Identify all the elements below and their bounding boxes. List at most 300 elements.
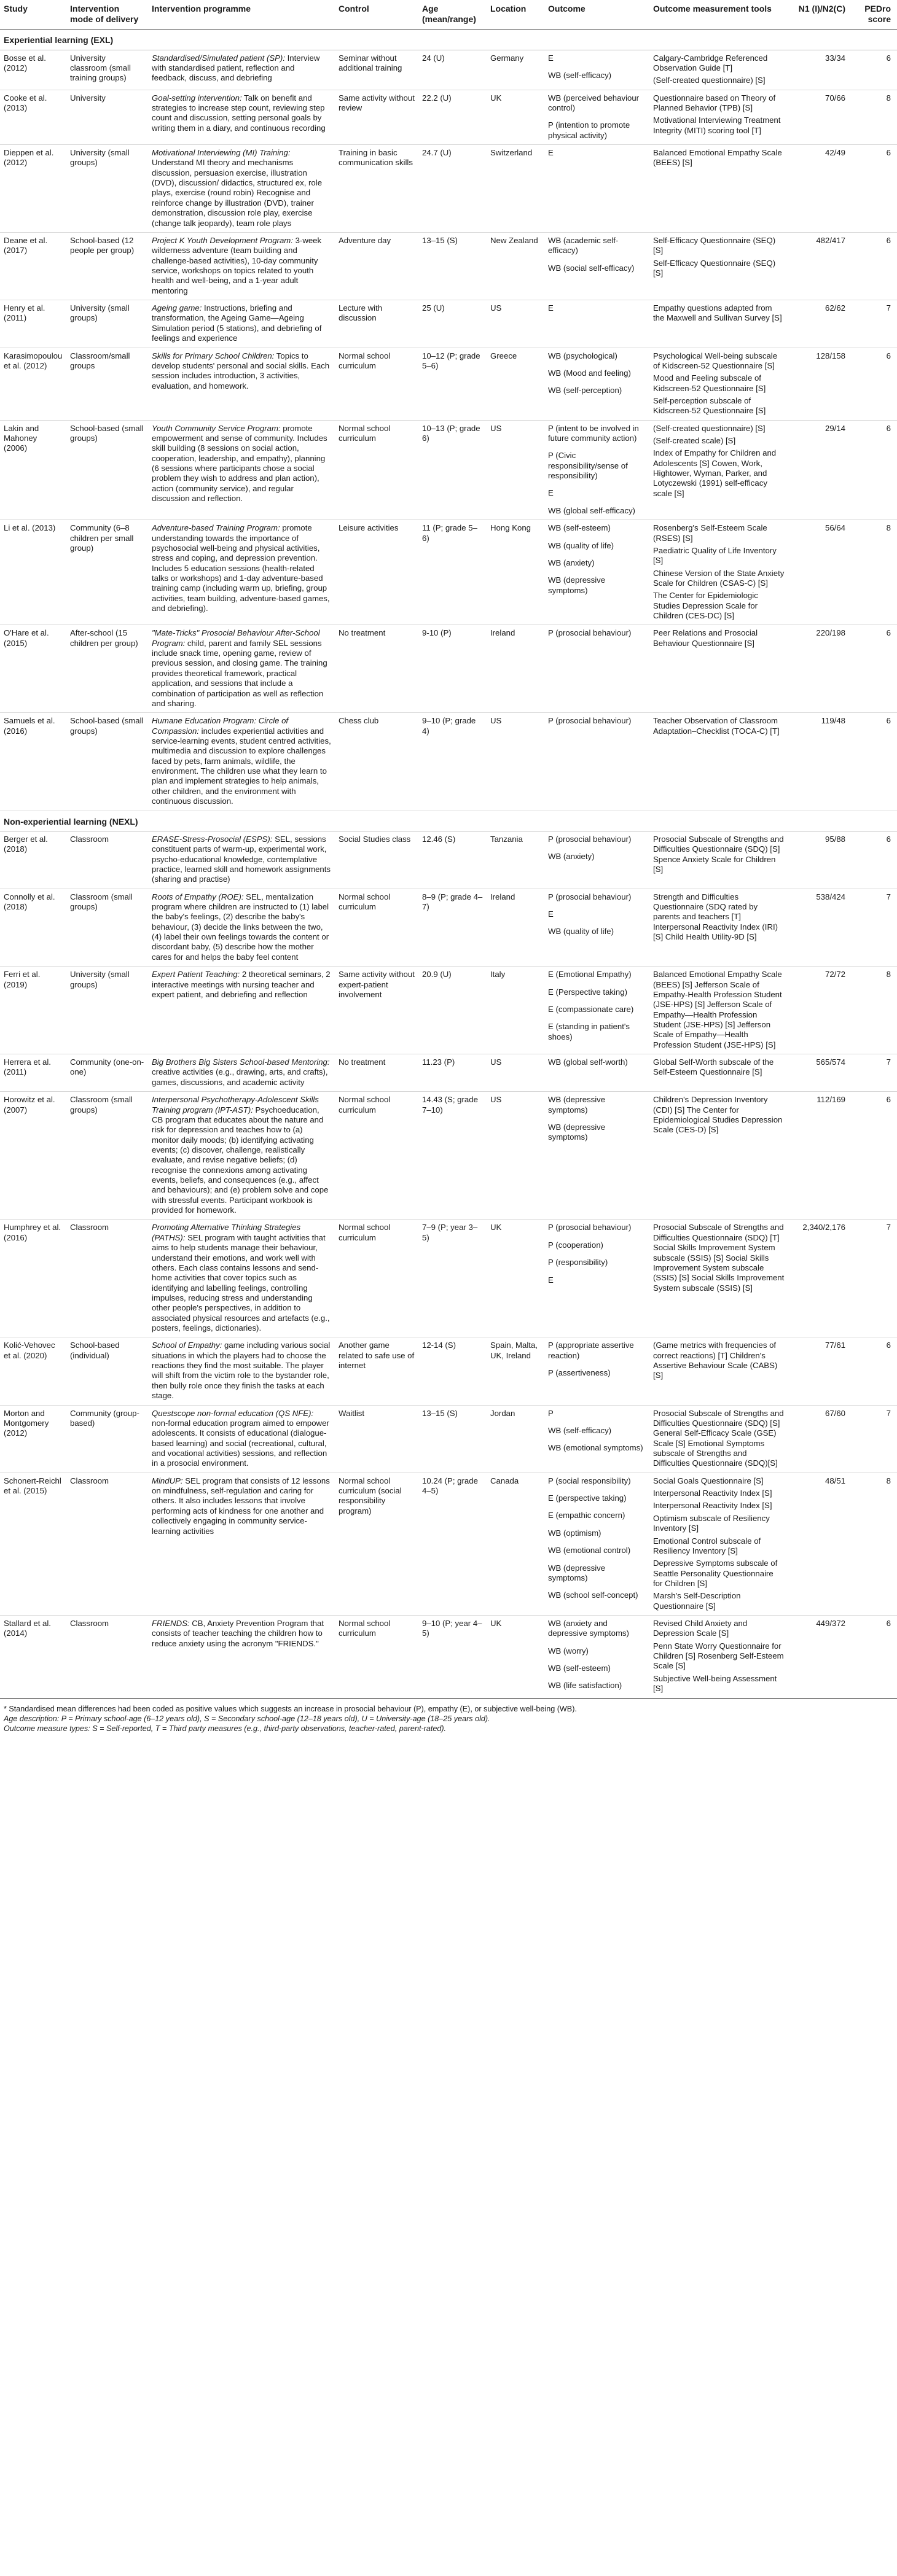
cell-pedro: 8 bbox=[852, 967, 897, 1054]
cell-mode: Community (group-based) bbox=[66, 1405, 148, 1473]
measure-item: Index of Empathy for Children and Adolescents [S] Cowen, Work, Hightower, Wyman, Parker, and Lotyczewski (1991) self-efficacy scale [S] bbox=[653, 448, 777, 498]
programme-title: School of Empathy: bbox=[152, 1341, 222, 1350]
cell-n: 42/49 bbox=[788, 145, 852, 233]
cell-n: 67/60 bbox=[788, 1405, 852, 1473]
cell-study: Lakin and Mahoney (2006) bbox=[0, 420, 66, 520]
cell-location: US bbox=[487, 420, 544, 520]
cell-programme bbox=[148, 1337, 335, 1405]
outcome-item: P (prosocial behaviour) bbox=[548, 892, 632, 901]
cell-mode: Classroom bbox=[66, 1473, 148, 1615]
outcome-item: WB (self-efficacy) bbox=[548, 1425, 612, 1435]
cell-measures bbox=[649, 1337, 788, 1405]
table-footnotes bbox=[0, 1699, 897, 1740]
cell-n: 482/417 bbox=[788, 232, 852, 300]
cell-control: Training in basic communication skills bbox=[335, 145, 418, 233]
measure-item: Self-perception subscale of Kidscreen-52 Questionnaire [S] bbox=[653, 395, 766, 416]
cell-measures bbox=[649, 1616, 788, 1699]
outcome-item: E bbox=[548, 148, 554, 158]
measure-item: Mood and Feeling subscale of Kidscreen-52 Questionnaire [S] bbox=[653, 373, 766, 393]
outcome-item: P (appropriate assertive reaction) bbox=[548, 1341, 634, 1360]
cell-study: Humphrey et al. (2016) bbox=[0, 1220, 66, 1337]
cell-mode: Classroom/small groups bbox=[66, 348, 148, 420]
cell-age: 8–9 (P; grade 4–7) bbox=[418, 889, 487, 967]
header-location: Location bbox=[487, 0, 544, 29]
cell-outcomes bbox=[544, 967, 649, 1054]
cell-outcomes bbox=[544, 625, 649, 713]
cell-mode: Classroom bbox=[66, 1220, 148, 1337]
cell-programme bbox=[148, 420, 335, 520]
table-row bbox=[0, 1054, 897, 1092]
outcome-item: P (intention to promote physical activity) bbox=[548, 120, 630, 140]
cell-measures bbox=[649, 1092, 788, 1220]
programme-title: "Mate-Tricks" Prosocial Behaviour After-School Program: bbox=[152, 628, 320, 648]
cell-mode: University bbox=[66, 90, 148, 144]
header-mode: Intervention mode of delivery bbox=[66, 0, 148, 29]
measure-item: Chinese Version of the State Anxiety Scale for Children (CSAS-C) [S] bbox=[653, 568, 785, 588]
measure-item: Motivational Interviewing Treatment Integrity (MITI) scoring tool [T] bbox=[653, 115, 781, 135]
table-row bbox=[0, 1337, 897, 1405]
outcome-item: WB (emotional control) bbox=[548, 1546, 631, 1555]
programme-title: Expert Patient Teaching: bbox=[152, 970, 240, 979]
cell-study: Connolly et al. (2018) bbox=[0, 889, 66, 967]
cell-location: US bbox=[487, 1092, 544, 1220]
cell-n: 77/61 bbox=[788, 1337, 852, 1405]
cell-location: Tanzania bbox=[487, 831, 544, 889]
cell-n: 33/34 bbox=[788, 50, 852, 90]
measure-item: Empathy questions adapted from the Maxwell and Sullivan Survey [S] bbox=[653, 303, 782, 323]
cell-location: Italy bbox=[487, 967, 544, 1054]
measure-item: Teacher Observation of Classroom Adaptation–Checklist (TOCA-C) [T] bbox=[653, 716, 780, 736]
cell-control: Same activity without expert-patient involvement bbox=[335, 967, 418, 1054]
measure-item: Optimism subscale of Resiliency Inventory [S] bbox=[653, 1513, 770, 1533]
table-header-row bbox=[0, 0, 897, 29]
cell-age: 11 (P; grade 5–6) bbox=[418, 520, 487, 625]
table-row bbox=[0, 1092, 897, 1220]
cell-n: 119/48 bbox=[788, 713, 852, 811]
cell-mode: School-based (small groups) bbox=[66, 420, 148, 520]
table-body bbox=[0, 29, 897, 1698]
cell-pedro: 6 bbox=[852, 145, 897, 233]
cell-control: Adventure day bbox=[335, 232, 418, 300]
footnote-age: Age description: P = Primary school-age (6–12 years old), S = Secondary school-age (12–18 years old), U = University-age (18–25 years old). bbox=[4, 1714, 490, 1723]
cell-pedro: 7 bbox=[852, 889, 897, 967]
cell-study: Cooke et al. (2013) bbox=[0, 90, 66, 144]
cell-n: 95/88 bbox=[788, 831, 852, 889]
outcome-item: WB (anxiety and depressive symptoms) bbox=[548, 1619, 629, 1638]
programme-description: Interview with standardised patient, reflection and feedback, discuss, and debriefing bbox=[152, 53, 320, 83]
cell-control: Normal school curriculum (social responsibility program) bbox=[335, 1473, 418, 1615]
table-row bbox=[0, 625, 897, 713]
cell-control: Normal school curriculum bbox=[335, 1220, 418, 1337]
cell-outcomes bbox=[544, 1220, 649, 1337]
cell-age: 22.2 (U) bbox=[418, 90, 487, 144]
table-row bbox=[0, 831, 897, 889]
measure-item: Children's Depression Inventory (CDI) [S] The Center for Epidemiological Studies Depression Scale (CES-D) [S] bbox=[653, 1095, 783, 1135]
cell-location: UK bbox=[487, 90, 544, 144]
cell-outcomes bbox=[544, 90, 649, 144]
cell-programme bbox=[148, 520, 335, 625]
programme-description: game including various social situations in which the players had to choose the reactions they find the most suitable. The player will shift from the victim role to the bystander role, then bully role once they finish the tasks at each stage. bbox=[152, 1341, 331, 1401]
cell-location: Canada bbox=[487, 1473, 544, 1615]
measure-item: Paediatric Quality of Life Inventory [S] bbox=[653, 545, 777, 566]
cell-measures bbox=[649, 300, 788, 348]
cell-age: 9-10 (P) bbox=[418, 625, 487, 713]
cell-n: 538/424 bbox=[788, 889, 852, 967]
cell-n: 29/14 bbox=[788, 420, 852, 520]
cell-control: No treatment bbox=[335, 1054, 418, 1092]
programme-title: Big Brothers Big Sisters School-based Mentoring: bbox=[152, 1057, 330, 1067]
outcome-item: P (responsibility) bbox=[548, 1258, 608, 1267]
cell-pedro: 6 bbox=[852, 50, 897, 90]
cell-study: Li et al. (2013) bbox=[0, 520, 66, 625]
cell-programme bbox=[148, 1092, 335, 1220]
cell-programme bbox=[148, 90, 335, 144]
programme-title: ERASE-Stress-Prosocial (ESPS): bbox=[152, 834, 273, 844]
outcome-item: WB (quality of life) bbox=[548, 540, 614, 550]
cell-measures bbox=[649, 1405, 788, 1473]
programme-description: Topics to develop students' personal and social skills. Each session includes introduction, 3 activities, evaluation, and homework. bbox=[152, 351, 330, 391]
cell-age: 7–9 (P; year 3–5) bbox=[418, 1220, 487, 1337]
measure-item: Interpersonal Reactivity Index [S] bbox=[653, 1488, 772, 1498]
measure-item: (Self-created questionnaire) [S] bbox=[653, 423, 766, 433]
measure-item: Peer Relations and Prosocial Behaviour Questionnaire [S] bbox=[653, 628, 758, 648]
measure-item: (Self-created scale) [S] bbox=[653, 436, 736, 446]
cell-age: 24.7 (U) bbox=[418, 145, 487, 233]
cell-n: 565/574 bbox=[788, 1054, 852, 1092]
cell-control: Normal school curriculum bbox=[335, 889, 418, 967]
measure-item: Psychological Well-being subscale of Kidscreen-52 Questionnaire [S] bbox=[653, 351, 778, 370]
footnote-smd: * Standardised mean differences had been coded as positive values which suggests an increase in prosocial behaviour (P), empathy (E), or subjective well-being (WB). bbox=[4, 1704, 577, 1713]
outcome-item: P (prosocial behaviour) bbox=[548, 716, 632, 726]
cell-mode: University (small groups) bbox=[66, 145, 148, 233]
cell-outcomes bbox=[544, 889, 649, 967]
cell-age: 10–13 (P; grade 6) bbox=[418, 420, 487, 520]
cell-mode: School-based (individual) bbox=[66, 1337, 148, 1405]
cell-study: Kolić-Vehovec et al. (2020) bbox=[0, 1337, 66, 1405]
cell-pedro: 7 bbox=[852, 1054, 897, 1092]
outcome-item: E bbox=[548, 303, 554, 313]
programme-description: 2 theoretical seminars, 2 interactive meetings with nursing teacher and expert patient, and debriefing and reflection bbox=[152, 970, 331, 999]
cell-n: 70/66 bbox=[788, 90, 852, 144]
outcome-item: WB (quality of life) bbox=[548, 927, 614, 936]
outcome-item: E bbox=[548, 488, 554, 498]
cell-programme bbox=[148, 625, 335, 713]
cell-mode: Classroom (small groups) bbox=[66, 1092, 148, 1220]
cell-mode: Community (6–8 children per small group) bbox=[66, 520, 148, 625]
cell-age: 12.46 (S) bbox=[418, 831, 487, 889]
cell-study: Dieppen et al. (2012) bbox=[0, 145, 66, 233]
outcome-item: E (empathic concern) bbox=[548, 1511, 625, 1520]
cell-location: Germany bbox=[487, 50, 544, 90]
programme-title: Standardised/Simulated patient (SP): bbox=[152, 53, 285, 63]
cell-mode: Classroom bbox=[66, 831, 148, 889]
cell-mode: School-based (12 people per group) bbox=[66, 232, 148, 300]
cell-age: 11.23 (P) bbox=[418, 1054, 487, 1092]
programme-title: Ageing game: bbox=[152, 303, 202, 313]
cell-measures bbox=[649, 1054, 788, 1092]
measure-item: Strength and Difficulties Questionnaire (SDQ rated by parents and teachers [T] Interpersonal Reactivity Index (IRI) [S] Child Health Utility-9D [S] bbox=[653, 892, 778, 942]
cell-location: Jordan bbox=[487, 1405, 544, 1473]
cell-location: US bbox=[487, 713, 544, 811]
cell-study: O'Hare et al. (2015) bbox=[0, 625, 66, 713]
outcome-item: E (standing in patient's shoes) bbox=[548, 1022, 630, 1041]
cell-pedro: 6 bbox=[852, 625, 897, 713]
cell-programme bbox=[148, 145, 335, 233]
cell-programme bbox=[148, 831, 335, 889]
cell-age: 9–10 (P; grade 4) bbox=[418, 713, 487, 811]
section-header-row bbox=[0, 29, 897, 50]
cell-age: 10.24 (P; grade 4–5) bbox=[418, 1473, 487, 1615]
cell-outcomes bbox=[544, 1473, 649, 1615]
cell-outcomes bbox=[544, 232, 649, 300]
cell-location: Greece bbox=[487, 348, 544, 420]
measure-item: Rosenberg's Self-Esteem Scale (RSES) [S] bbox=[653, 523, 767, 543]
table-row bbox=[0, 713, 897, 811]
outcome-item: WB (self-esteem) bbox=[548, 1664, 611, 1673]
cell-mode: Classroom (small groups) bbox=[66, 889, 148, 967]
cell-pedro: 8 bbox=[852, 1473, 897, 1615]
cell-study: Berger et al. (2018) bbox=[0, 831, 66, 889]
footnote-measures: Outcome measure types: S = Self-reported, T = Third party measures (e.g., third-party observations, teacher-rated, parent-rated). bbox=[4, 1724, 447, 1734]
measure-item: Depressive Symptoms subscale of Seattle Personality Questionnaire for Children [S] bbox=[653, 1558, 778, 1588]
outcome-item: WB (psychological) bbox=[548, 351, 617, 360]
cell-control: Waitlist bbox=[335, 1405, 418, 1473]
outcome-item: WB (global self-efficacy) bbox=[548, 505, 635, 515]
programme-title: Adventure-based Training Program: bbox=[152, 523, 280, 533]
cell-study: Herrera et al. (2011) bbox=[0, 1054, 66, 1092]
programme-description: child, parent and family SEL sessions include snack time, opening game, review of previous session, and closing game. The training provides theoretical framework, practical application, and sessions that include a combination of participation as well as reflection and sharing. bbox=[152, 638, 327, 708]
cell-measures bbox=[649, 145, 788, 233]
cell-age: 9–10 (P; year 4–5) bbox=[418, 1616, 487, 1699]
cell-pedro: 6 bbox=[852, 348, 897, 420]
programme-description: Understand MI theory and mechanisms discussion, persuasion exercise, illustration (DVD), discussion/ didactics, structured ex, role plays, exercise (round robin) Recognise and reinforce change by illustration (DVD), trainer demonstration, discussion role play, exercise (change talk jeopardy), team role plays bbox=[152, 158, 323, 228]
cell-age: 25 (U) bbox=[418, 300, 487, 348]
cell-location: UK bbox=[487, 1220, 544, 1337]
cell-pedro: 6 bbox=[852, 831, 897, 889]
programme-description: Instructions, briefing and transformation, the Ageing Game—Ageing Simulation period (5 stations), and debriefing of feelings and experience bbox=[152, 303, 322, 343]
cell-control: No treatment bbox=[335, 625, 418, 713]
measure-item: Self-Efficacy Questionnaire (SEQ) [S] bbox=[653, 258, 776, 278]
outcome-item: P (Civic responsibility/sense of responsibility) bbox=[548, 451, 628, 481]
cell-outcomes bbox=[544, 1616, 649, 1699]
measure-item: Prosocial Subscale of Strengths and Difficulties Questionnaire (SDQ) [S] Spence Anxiety Scale for Children [S] bbox=[653, 834, 784, 874]
cell-programme bbox=[148, 713, 335, 811]
outcome-item: WB (school self-concept) bbox=[548, 1590, 638, 1600]
programme-title: Goal-setting intervention: bbox=[152, 93, 242, 103]
outcome-item: WB (academic self-efficacy) bbox=[548, 235, 619, 255]
programme-title: Youth Community Service Program: bbox=[152, 423, 281, 433]
cell-study: Karasimopoulou et al. (2012) bbox=[0, 348, 66, 420]
cell-control: Normal school curriculum bbox=[335, 1092, 418, 1220]
cell-pedro: 6 bbox=[852, 1092, 897, 1220]
cell-control: Leisure activities bbox=[335, 520, 418, 625]
programme-description: CB, Anxiety Prevention Program that consists of teacher teaching the children how to reduce anxiety using the acronym "FRIENDS." bbox=[152, 1619, 324, 1648]
cell-pedro: 8 bbox=[852, 520, 897, 625]
programme-title: FRIENDS: bbox=[152, 1619, 190, 1628]
programme-title: Motivational Interviewing (MI) Training: bbox=[152, 148, 291, 158]
cell-mode: School-based (small groups) bbox=[66, 713, 148, 811]
cell-age: 13–15 (S) bbox=[418, 232, 487, 300]
measure-item: The Center for Epidemiologic Studies Depression Scale for Children (CES-DC) [S] bbox=[653, 591, 758, 621]
outcome-item: E (compassionate care) bbox=[548, 1004, 634, 1014]
programme-description: SEL program with taught activities that aims to help students manage their behaviour, understand their emotions, and work well with others. Each class contains lessons and send-home activities that cover topics such as identifying and labelling feelings, controlling impulses, reducing stress and understanding other people's perspectives, in addition to associated physical resources and artefacts (e.g., posters, feelings, dictionaries). bbox=[152, 1232, 330, 1333]
outcome-item: WB (anxiety) bbox=[548, 558, 595, 567]
outcome-item: WB (anxiety) bbox=[548, 852, 595, 862]
cell-mode: University classroom (small training groups) bbox=[66, 50, 148, 90]
outcome-item: WB (Mood and feeling) bbox=[548, 368, 631, 378]
cell-study: Schonert-Reichl et al. (2015) bbox=[0, 1473, 66, 1615]
outcome-item: WB (depressive symptoms) bbox=[548, 1095, 606, 1115]
outcome-item: WB (self-efficacy) bbox=[548, 70, 612, 80]
cell-n: 56/64 bbox=[788, 520, 852, 625]
table-row bbox=[0, 232, 897, 300]
cell-pedro: 6 bbox=[852, 420, 897, 520]
outcome-item: WB (self-perception) bbox=[548, 386, 622, 395]
measure-item: Questionnaire based on Theory of Planned Behavior (TPB) [S] bbox=[653, 93, 776, 112]
table-row bbox=[0, 145, 897, 233]
header-age: Age (mean/range) bbox=[418, 0, 487, 29]
cell-measures bbox=[649, 232, 788, 300]
cell-location: Ireland bbox=[487, 889, 544, 967]
cell-pedro: 8 bbox=[852, 90, 897, 144]
table-row bbox=[0, 420, 897, 520]
cell-n: 449/372 bbox=[788, 1616, 852, 1699]
outcome-item: P (cooperation) bbox=[548, 1240, 603, 1250]
outcome-item: P (assertiveness) bbox=[548, 1368, 611, 1378]
measure-item: (Self-created questionnaire) [S] bbox=[653, 76, 766, 85]
outcome-item: E bbox=[548, 1275, 554, 1285]
outcome-item: WB (depressive symptoms) bbox=[548, 1563, 606, 1582]
programme-title: Project K Youth Development Program: bbox=[152, 235, 293, 245]
measure-item: Prosocial Subscale of Strengths and Difficulties Questionnaire (SDQ) [T] Social Skills Improvement System subscale (SSIS) [S] Social Skills Improvement System subscale (SSIS) [S] Social Skills Improvement System subscale (SSIS) [S] bbox=[653, 1223, 785, 1293]
table-row bbox=[0, 348, 897, 420]
cell-study: Deane et al. (2017) bbox=[0, 232, 66, 300]
outcome-item: WB (self-esteem) bbox=[548, 523, 611, 533]
header-pedro: PEDro score bbox=[852, 0, 897, 29]
cell-study: Stallard et al. (2014) bbox=[0, 1616, 66, 1699]
cell-age: 10–12 (P; grade 5–6) bbox=[418, 348, 487, 420]
table-row bbox=[0, 967, 897, 1054]
cell-outcomes bbox=[544, 520, 649, 625]
outcome-item: E (Emotional Empathy) bbox=[548, 970, 632, 979]
cell-pedro: 6 bbox=[852, 1616, 897, 1699]
header-measures: Outcome measurement tools bbox=[649, 0, 788, 29]
measure-item: Interpersonal Reactivity Index [S] bbox=[653, 1501, 772, 1511]
outcome-item: WB (perceived behaviour control) bbox=[548, 93, 640, 112]
measure-item: (Game metrics with frequencies of correct reactions) [T] Children's Assertive Behaviour Scale (CABS) [S] bbox=[653, 1341, 778, 1380]
cell-programme bbox=[148, 967, 335, 1054]
cell-measures bbox=[649, 831, 788, 889]
cell-programme bbox=[148, 300, 335, 348]
outcome-item: WB (optimism) bbox=[548, 1528, 601, 1538]
cell-programme bbox=[148, 1616, 335, 1699]
measure-item: Balanced Emotional Empathy Scale (BEES) [S] bbox=[653, 148, 782, 168]
cell-pedro: 7 bbox=[852, 1220, 897, 1337]
programme-description: SEL program that consists of 12 lessons on mindfulness, self-regulation and caring for others. It also includes lessons that involve performing acts of kindness for one another and collectively engaging in community service-learning activities bbox=[152, 1476, 330, 1536]
table-row bbox=[0, 520, 897, 625]
table-row bbox=[0, 50, 897, 90]
cell-study: Ferri et al. (2019) bbox=[0, 967, 66, 1054]
table-row bbox=[0, 1473, 897, 1615]
cell-measures bbox=[649, 90, 788, 144]
cell-age: 20.9 (U) bbox=[418, 967, 487, 1054]
outcome-item: WB (global self-worth) bbox=[548, 1057, 628, 1067]
outcome-item: WB (depressive symptoms) bbox=[548, 575, 606, 595]
cell-outcomes bbox=[544, 420, 649, 520]
cell-pedro: 7 bbox=[852, 1405, 897, 1473]
cell-programme bbox=[148, 889, 335, 967]
cell-measures bbox=[649, 520, 788, 625]
table-row bbox=[0, 300, 897, 348]
programme-description: non-formal education program aimed to empower adolescents. It consists of educational (dialogue-based learning) and social (recreational, cultural, and vocational activities) sessions, and reflection in a prosocial environment. bbox=[152, 1418, 329, 1468]
outcome-item: P (prosocial behaviour) bbox=[548, 834, 632, 844]
cell-study: Bosse et al. (2012) bbox=[0, 50, 66, 90]
outcome-item: P bbox=[548, 1408, 554, 1418]
outcome-item: E bbox=[548, 53, 554, 63]
cell-location: US bbox=[487, 300, 544, 348]
outcome-item: WB (life satisfaction) bbox=[548, 1681, 622, 1691]
outcome-item: WB (depressive symptoms) bbox=[548, 1122, 606, 1142]
cell-measures bbox=[649, 348, 788, 420]
measure-item: Global Self-Worth subscale of the Self-Esteem Questionnaire [S] bbox=[653, 1057, 774, 1077]
cell-control: Social Studies class bbox=[335, 831, 418, 889]
programme-description: promote empowerment and sense of community. Includes skill building (8 sessions on social action, cooperation, leadership, and empathy), planning (6 sessions where participants chose a social problem they wish to address and plan action), action (community service), and regular discussion and reflection. bbox=[152, 423, 327, 504]
cell-study: Horowitz et al. (2007) bbox=[0, 1092, 66, 1220]
cell-measures bbox=[649, 50, 788, 90]
cell-location: Switzerland bbox=[487, 145, 544, 233]
cell-age: 13–15 (S) bbox=[418, 1405, 487, 1473]
measure-item: Revised Child Anxiety and Depression Scale [S] bbox=[653, 1619, 748, 1638]
measure-item: Marsh's Self-Description Questionnaire [S] bbox=[653, 1591, 741, 1611]
cell-control: Another game related to safe use of internet bbox=[335, 1337, 418, 1405]
table-row bbox=[0, 1405, 897, 1473]
outcome-item: WB (worry) bbox=[548, 1646, 589, 1656]
cell-age: 14.43 (S; grade 7–10) bbox=[418, 1092, 487, 1220]
programme-title: Skills for Primary School Children: bbox=[152, 351, 275, 360]
measure-item: Balanced Emotional Empathy Scale (BEES) [S] Jefferson Scale of Empathy-Health Profession Student (JSE-HPS) [S] Jefferson Scale of Empathy—Health Profession Student (JSE-HPS) [S] Jefferson Scale of Empathy—Health Profession Student (JSE-HPS) [S] bbox=[653, 970, 782, 1049]
table-row bbox=[0, 889, 897, 967]
cell-measures bbox=[649, 625, 788, 713]
cell-measures bbox=[649, 967, 788, 1054]
outcome-item: P (intent to be involved in future community action) bbox=[548, 423, 639, 443]
cell-measures bbox=[649, 420, 788, 520]
cell-outcomes bbox=[544, 348, 649, 420]
cell-location: New Zealand bbox=[487, 232, 544, 300]
cell-measures bbox=[649, 1220, 788, 1337]
cell-n: 220/198 bbox=[788, 625, 852, 713]
cell-outcomes bbox=[544, 1092, 649, 1220]
header-control: Control bbox=[335, 0, 418, 29]
programme-description: Psychoeducation, CB program that educates about the nature and risk for depression and teaches how to (a) monitor daily moods; (b) identifying activating events; (c) discover, challenge, realistically evaluate, and revise negative beliefs; (d) recognise the connexions among activating events, beliefs, and consequences (e.g., affect and behaviours); and (e) problem solve and cope with stressful events. Participant workbook is provided for homework. bbox=[152, 1105, 329, 1215]
cell-measures bbox=[649, 889, 788, 967]
cell-n: 48/51 bbox=[788, 1473, 852, 1615]
cell-programme bbox=[148, 50, 335, 90]
cell-study: Morton and Montgomery (2012) bbox=[0, 1405, 66, 1473]
outcome-item: E (Perspective taking) bbox=[548, 987, 627, 997]
programme-title: MindUP: bbox=[152, 1476, 183, 1485]
cell-age: 12-14 (S) bbox=[418, 1337, 487, 1405]
cell-mode: University (small groups) bbox=[66, 967, 148, 1054]
cell-outcomes bbox=[544, 1337, 649, 1405]
cell-programme bbox=[148, 348, 335, 420]
programme-description: SEL, mentalization program where children are instructed to (1) label the baby's feelings, (2) describe the baby's behaviour, (3) decide the links between the two, (4) label their own feelings towards the content or discordant baby, (5) describe how the mother cares for and helps the baby feel content bbox=[152, 892, 329, 962]
cell-control: Normal school curriculum bbox=[335, 348, 418, 420]
outcome-item: P (prosocial behaviour) bbox=[548, 1223, 632, 1232]
cell-n: 2,340/2,176 bbox=[788, 1220, 852, 1337]
outcome-item: WB (emotional symptoms) bbox=[548, 1443, 643, 1453]
measure-item: Emotional Control subscale of Resiliency Inventory [S] bbox=[653, 1536, 761, 1555]
programme-title: Interpersonal Psychotherapy-Adolescent Skills Training program (IPT-AST): bbox=[152, 1095, 319, 1115]
